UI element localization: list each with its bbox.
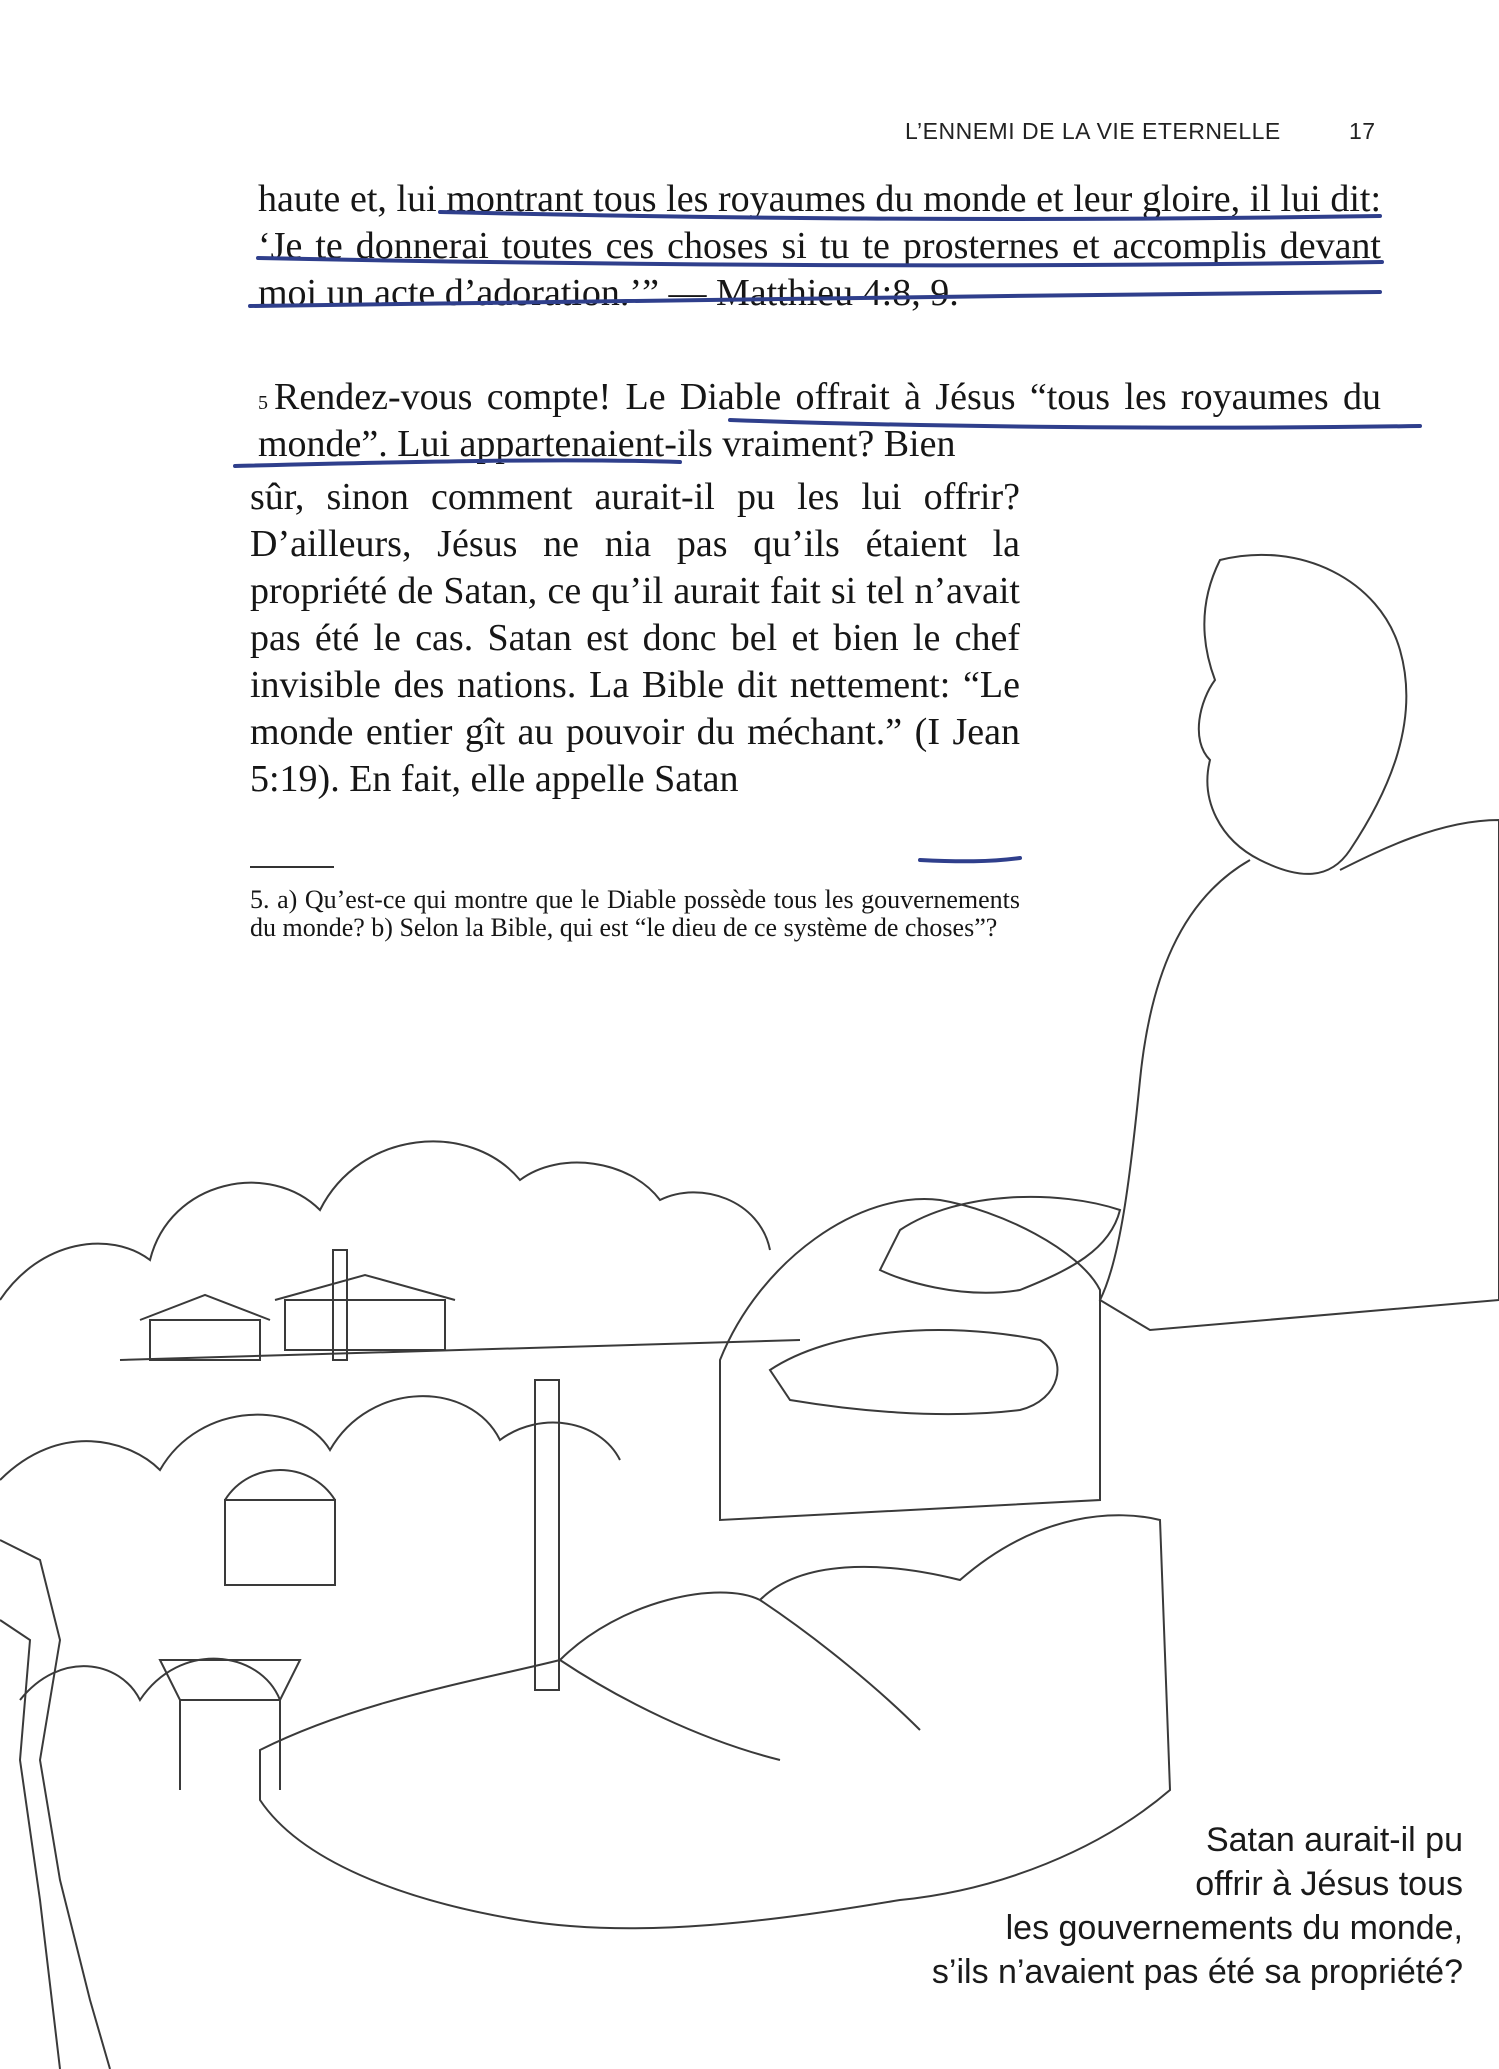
- temple-shape: [225, 1500, 335, 1585]
- rock-shape: [720, 1199, 1100, 1520]
- running-title: L’ENNEMI DE LA VIE ETERNELLE: [905, 118, 1281, 144]
- paragraph-5-full-width: [258, 374, 1381, 468]
- wall-shape: [0, 1540, 110, 2069]
- illustration-caption: [803, 1818, 1463, 1994]
- caption-line: Satan aurait-il pu: [1205, 1821, 1463, 1859]
- continuation-paragraph: haute et, lui montrant tous les royaumes du monde et leur gloire, il lui dit: ‘Je te donnerai toutes ces choses si tu te prosternes et accomplis devant moi un acte d’adoration.’” — Matthieu 4:8, 9.: [258, 178, 1381, 314]
- page-number: 17: [1349, 118, 1376, 144]
- horizon-line: [120, 1340, 800, 1360]
- figure-head: [1199, 555, 1407, 874]
- study-question-footnote: 5. a) Qu’est-ce qui montre que le Diable possède tous les gouvernements du monde? b) Selon la Bible, qui est “le dieu de ce système de choses”?: [250, 885, 1020, 942]
- caption-line: offrir à Jésus tous: [1195, 1865, 1463, 1903]
- temple-shape: [150, 1320, 260, 1360]
- caption-line: les gouvernements du monde,: [1005, 1909, 1463, 1947]
- caption-line: s’ils n’avaient pas été sa propriété?: [931, 1953, 1463, 1991]
- paragraph-5-narrow-column: [250, 474, 1020, 803]
- column-shape: [333, 1250, 347, 1360]
- paragraph-number: 5: [258, 392, 268, 414]
- cloud-shape: [0, 1396, 620, 1480]
- cloud-shape: [20, 1659, 280, 1700]
- temple-shape: [285, 1300, 445, 1350]
- paragraph-5-continuation: sûr, sinon comment aurait-il pu les lui offrir? D’ailleurs, Jésus ne nia pas qu’ils étaient la propriété de Satan, ce qu’il aurait fait si tel n’avait pas été le cas. Satan est donc bel et bien le chef invisible des nations. La Bible dit nettement: “Le monde entier gît au pouvoir du méchant.” (I Jean 5:19). En fait, elle appelle Satan: [250, 476, 1020, 800]
- cloud-shape: [0, 1141, 770, 1300]
- running-header: [905, 118, 1385, 145]
- figure-hand: [880, 1197, 1120, 1293]
- figure-hand: [770, 1330, 1057, 1414]
- paragraph-5-opening: Rendez-vous compte! Le Diable offrait à Jésus “tous les royaumes du monde”. Lui appartenaient-ils vraiment? Bien: [258, 376, 1381, 465]
- figure-robe: [1100, 820, 1499, 1330]
- column-shape: [535, 1380, 559, 1690]
- footnote-divider: [250, 866, 334, 868]
